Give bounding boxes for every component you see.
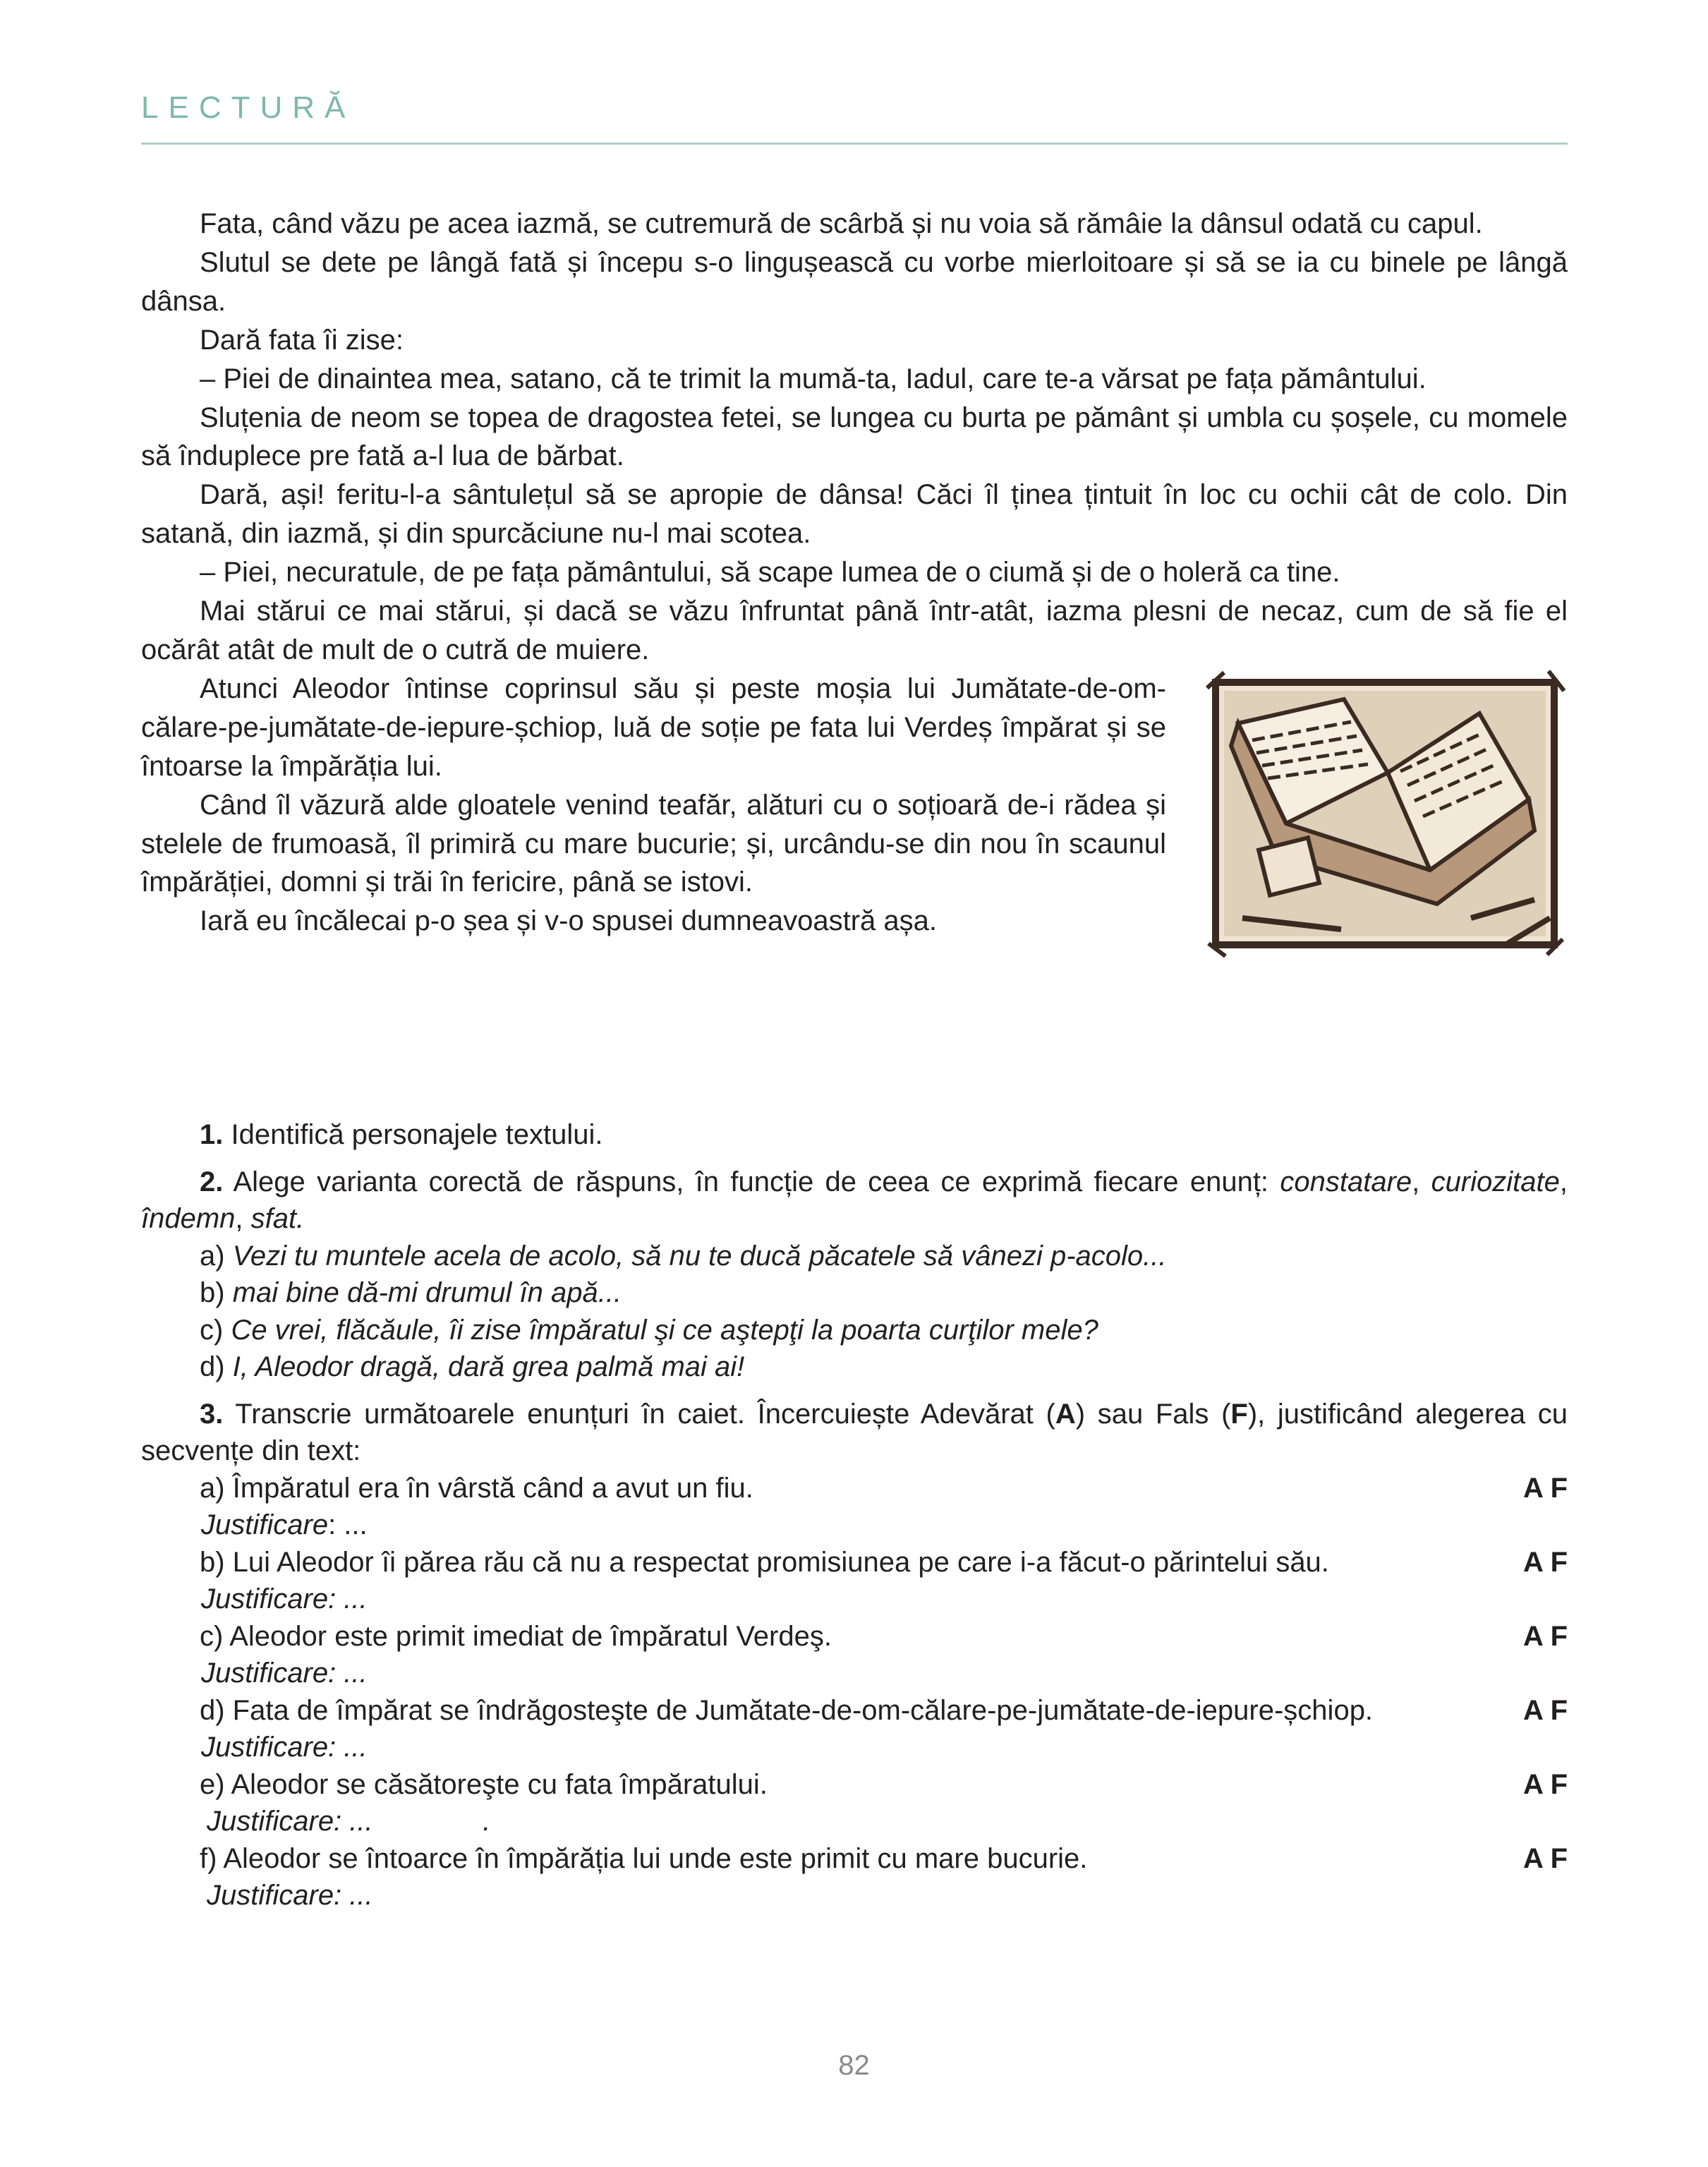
story-paragraph: Atunci Aleodor întinse coprinsul său și peste moșia lui Jumătate-de-om-călare-pe-jumătate-de-iepure-șchiop, luă de soție pe fata lui Verdeș împărat și se întoarse la împărăția lui.: [141, 672, 1166, 782]
question-text: ) sau Fals (: [1075, 1398, 1231, 1430]
statement-row: [141, 1470, 1568, 1507]
true-false-choice[interactable]: A F: [1523, 1620, 1568, 1652]
question-1: [141, 1116, 1568, 1154]
q2-item: [141, 1274, 1568, 1312]
page-number: 82: [838, 2050, 870, 2081]
justification-line: [141, 1507, 1568, 1544]
option-label: sfat.: [250, 1203, 305, 1234]
item-letter: b): [200, 1277, 233, 1308]
justification-line: Justificare: ... .: [207, 1806, 491, 1837]
story-text: [141, 205, 1568, 962]
illustrated-block: [141, 670, 1568, 941]
statement-row: [141, 1544, 1568, 1581]
statement-text: b) Lui Aleodor îi părea rău că nu a respectat promisiunea pe care i-a făcut-o părintelui său.: [200, 1546, 1329, 1578]
justification-dots: : ...: [328, 1509, 368, 1540]
justification-line: Justificare: ...: [201, 1658, 368, 1689]
question-2: [141, 1164, 1568, 1238]
false-letter: F: [1230, 1398, 1248, 1430]
option-label: curiozitate: [1431, 1166, 1560, 1197]
story-paragraph: – Piei, necuratule, de pe fața pământului, să scape lumea de o ciumă și de o holeră ca tine.: [200, 557, 1340, 588]
true-false-choice[interactable]: A F: [1523, 1546, 1568, 1578]
justification-label: Justificare: [201, 1509, 329, 1540]
statement-text: d) Fata de împărat se îndrăgosteşte de Jumătate-de-om-călare-pe-jumătate-de-iepure-șchiop.: [200, 1694, 1374, 1726]
item-letter: c): [200, 1314, 231, 1346]
story-paragraph: Sluțenia de neom se topea de dragostea fetei, se lungea cu burta pe pământ și umbla cu șoșele, cu momele să înduplece pre fată a-l lua de bărbat.: [141, 402, 1568, 472]
true-letter: A: [1055, 1398, 1076, 1430]
q2-item: [141, 1238, 1568, 1275]
question-text: Alege varianta corectă de răspuns, în funcție de ceea ce exprimă fiecare enunț:: [223, 1166, 1280, 1197]
q2-item: [141, 1312, 1568, 1349]
story-paragraph: Fata, când văzu pe acea iazmă, se cutremură de scârbă și nu voia să rămâie la dânsul odată cu capul.: [200, 208, 1483, 239]
true-false-choice[interactable]: A F: [1523, 1842, 1568, 1874]
page-header: [141, 90, 1568, 145]
question-number: 1.: [200, 1119, 224, 1150]
separator: ,: [235, 1203, 251, 1234]
story-paragraph: Când îl văzură alde gloatele venind teafăr, alături cu o soțioară de-i rădea și stelele de frumoasă, îl primiră cu mare bucurie; și, urcându-se din nou în scaunul împărăției, domni și trăi în fericire, până se istovi.: [141, 789, 1166, 898]
statement-text: c) Aleodor este primit imediat de împăratul Verdeş.: [200, 1620, 832, 1652]
statement-text: a) Împăratul era în vârstă când a avut un fiu.: [200, 1472, 753, 1504]
question-text: ), justificând alegerea cu secvențe din text:: [141, 1398, 1568, 1466]
q2-item: [141, 1348, 1568, 1386]
open-book-icon: [1203, 667, 1568, 960]
option-label: îndemn: [141, 1203, 236, 1234]
statement-row: [141, 1840, 1568, 1878]
justification-line: Justificare: ...: [201, 1732, 368, 1763]
separator: ,: [1412, 1166, 1431, 1197]
story-paragraph: Slutul se dete pe lângă fată și începu s-o lingușească cu vorbe mierloitoare și să se ia cu binele pe lângă dânsa.: [141, 246, 1568, 317]
statement-text: f) Aleodor se întoarce în împărăția lui unde este primit cu mare bucurie.: [200, 1842, 1088, 1874]
section-title: LECTURĂ: [141, 90, 356, 125]
question-number: 2.: [200, 1166, 224, 1197]
item-quote: mai bine dă-mi drumul în apă...: [232, 1277, 622, 1308]
true-false-choice[interactable]: A F: [1523, 1472, 1568, 1504]
question-3: [141, 1396, 1568, 1470]
statement-row: [141, 1766, 1568, 1804]
item-quote: Vezi tu muntele acela de acolo, să nu te ducă păcatele să vânezi p-acolo...: [232, 1240, 1167, 1272]
true-false-choice[interactable]: A F: [1523, 1694, 1568, 1726]
item-quote: Ce vrei, flăcăule, îi zise împăratul şi ce aştepţi la poarta curţilor mele?: [231, 1314, 1098, 1346]
justification-line: Justificare: ...: [201, 1583, 368, 1614]
true-false-choice[interactable]: A F: [1523, 1768, 1568, 1800]
statement-row: [141, 1618, 1568, 1655]
question-number: 3.: [200, 1398, 224, 1430]
item-letter: a): [200, 1240, 233, 1272]
item-quote: I, Aleodor dragă, dară grea palmă mai ai!: [232, 1351, 745, 1382]
option-label: constatare: [1280, 1166, 1412, 1197]
statement-text: e) Aleodor se căsătoreşte cu fata împăratului.: [200, 1768, 768, 1800]
question-text: Identifică personajele textului.: [223, 1119, 603, 1150]
exercises-section: [141, 1116, 1568, 1914]
item-letter: d): [200, 1351, 233, 1382]
statement-row: [141, 1692, 1568, 1730]
justification-line: Justificare: ...: [207, 1880, 373, 1911]
story-paragraph: Dară fata îi zise:: [200, 324, 404, 356]
story-paragraph: Mai stărui ce mai stărui, și dacă se văzu înfruntat până într-atât, iazma plesni de necaz, cum de să fie el ocărât atât de mult de o cutră de muiere.: [141, 596, 1568, 665]
separator: ,: [1559, 1166, 1568, 1197]
story-paragraph: Dară, ași! feritu-l-a sântulețul să se apropie de dânsa! Căci îl ținea țintuit în loc cu ochii cât de colo. Din satană, din iazmă, și din spurcăciune nu-l mai scotea.: [141, 479, 1568, 550]
question-text: Transcrie următoarele enunțuri în caiet. Încercuiește Adevărat (: [223, 1398, 1055, 1430]
story-paragraph: – Piei de dinaintea mea, satano, că te trimit la mumă-ta, Iadul, care te-a vărsat pe fața pământului.: [200, 363, 1427, 394]
story-paragraph: Iară eu încălecai p-o șea și v-o spusei dumneavoastră așa.: [200, 905, 938, 937]
